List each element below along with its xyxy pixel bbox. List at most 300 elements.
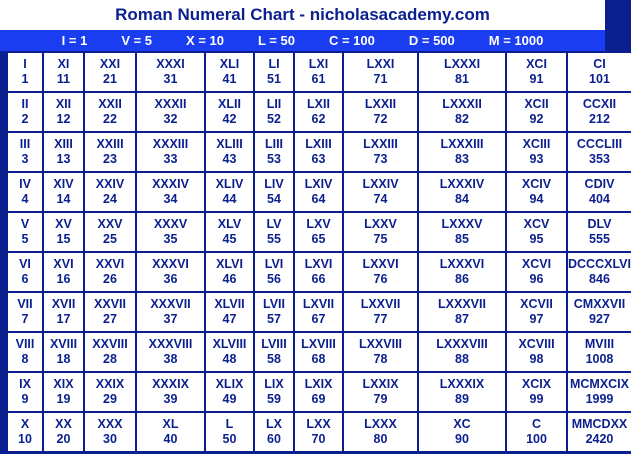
arabic-number: 90 xyxy=(455,432,469,446)
arabic-number: 22 xyxy=(103,112,117,126)
numeral-cell xyxy=(507,133,566,171)
roman-numeral: LXXXVII xyxy=(438,297,486,311)
numeral-cell xyxy=(295,213,342,251)
arabic-number: 51 xyxy=(267,72,281,86)
roman-numeral: XLV xyxy=(217,217,242,231)
roman-numeral: LXXVI xyxy=(362,257,399,271)
roman-numeral: XCV xyxy=(523,217,550,231)
numeral-cell xyxy=(8,333,42,371)
numeral-cell xyxy=(295,93,342,131)
arabic-number: 86 xyxy=(455,272,469,286)
roman-numeral: XV xyxy=(55,217,72,231)
numeral-cell xyxy=(344,253,417,291)
roman-numeral: LIII xyxy=(264,137,284,151)
numeral-cell xyxy=(44,333,83,371)
numeral-cell xyxy=(344,93,417,131)
numeral-cell xyxy=(206,413,253,451)
roman-numeral: LX xyxy=(266,417,282,431)
arabic-number: 19 xyxy=(56,392,71,406)
roman-numeral: XXXII xyxy=(154,97,187,111)
arabic-number: 66 xyxy=(311,272,326,286)
arabic-number: 92 xyxy=(529,112,544,126)
arabic-number: 49 xyxy=(222,392,237,406)
arabic-number: 89 xyxy=(455,392,469,406)
roman-numeral: XLVI xyxy=(216,257,243,271)
key-item: C = 100 xyxy=(328,33,375,48)
roman-numeral: XCVIII xyxy=(518,337,555,351)
arabic-number: 27 xyxy=(103,312,117,326)
arabic-number: 69 xyxy=(311,392,326,406)
arabic-number: 41 xyxy=(222,72,237,86)
numeral-cell xyxy=(8,93,42,131)
numeral-cell xyxy=(419,213,505,251)
numeral-cell xyxy=(206,173,253,211)
roman-numeral: LXXI xyxy=(366,57,395,71)
roman-numeral: LVIII xyxy=(261,337,287,351)
arabic-number: 555 xyxy=(589,232,610,246)
roman-numeral: XC xyxy=(453,417,471,431)
numeral-cell xyxy=(419,53,505,91)
roman-numeral: MCMXCIX xyxy=(569,377,629,391)
numeral-cell xyxy=(8,413,42,451)
numeral-cell xyxy=(8,173,42,211)
numeral-cell xyxy=(255,373,293,411)
arabic-number: 50 xyxy=(222,432,237,446)
roman-numeral: XIV xyxy=(53,177,74,191)
roman-numeral: LXVI xyxy=(304,257,333,271)
roman-numeral: XCI xyxy=(526,57,547,71)
arabic-number: 30 xyxy=(103,432,117,446)
numeral-cell xyxy=(507,413,566,451)
numeral-cell xyxy=(44,133,83,171)
roman-numeral: LXX xyxy=(306,417,331,431)
arabic-number: 74 xyxy=(373,192,388,206)
arabic-number: 72 xyxy=(373,112,388,126)
numeral-cell xyxy=(44,93,83,131)
arabic-number: 846 xyxy=(589,272,610,286)
roman-numeral: XL xyxy=(162,417,179,431)
numeral-cell xyxy=(344,53,417,91)
arabic-number: 98 xyxy=(529,352,544,366)
key-item: D = 500 xyxy=(408,33,455,48)
numeral-cell xyxy=(137,333,204,371)
roman-numeral: IX xyxy=(19,377,31,391)
arabic-number: 12 xyxy=(56,112,71,126)
roman-numeral: LXV xyxy=(306,217,331,231)
roman-numeral: LII xyxy=(266,97,282,111)
arabic-number: 26 xyxy=(103,272,117,286)
arabic-number: 76 xyxy=(373,272,388,286)
numeral-cell xyxy=(44,253,83,291)
arabic-number: 2 xyxy=(21,112,29,126)
arabic-number: 13 xyxy=(56,152,71,166)
arabic-number: 21 xyxy=(103,72,117,86)
roman-numeral: L xyxy=(225,417,234,431)
numeral-cell xyxy=(85,173,135,211)
roman-numeral: C xyxy=(531,417,542,431)
key-item: M = 1000 xyxy=(488,33,544,48)
key-item: V = 5 xyxy=(121,33,153,48)
roman-numeral: DLV xyxy=(587,217,612,231)
arabic-number: 404 xyxy=(589,192,610,206)
roman-numeral: XCIII xyxy=(522,137,551,151)
roman-numeral: XLI xyxy=(219,57,240,71)
numeral-cell xyxy=(8,253,42,291)
numeral-cell xyxy=(8,213,42,251)
numeral-key xyxy=(0,30,605,51)
numeral-cell xyxy=(344,213,417,251)
roman-numeral: XCVI xyxy=(521,257,552,271)
roman-numeral: LIX xyxy=(264,377,284,391)
numeral-cell xyxy=(206,333,253,371)
roman-numeral: XXXIX xyxy=(152,377,189,391)
numeral-cell xyxy=(295,53,342,91)
roman-numeral: LXXXIII xyxy=(440,137,484,151)
numeral-cell xyxy=(419,373,505,411)
roman-numeral: XIX xyxy=(53,377,74,391)
numeral-cell xyxy=(568,413,631,451)
numeral-cell xyxy=(85,213,135,251)
numeral-cell xyxy=(568,333,631,371)
numeral-cell xyxy=(507,93,566,131)
key-item: L = 50 xyxy=(257,33,295,48)
arabic-number: 38 xyxy=(163,352,178,366)
arabic-number: 36 xyxy=(163,272,178,286)
numeral-cell xyxy=(206,253,253,291)
numeral-cell xyxy=(507,333,566,371)
roman-numeral: XXXV xyxy=(153,217,188,231)
roman-numeral: XVIII xyxy=(49,337,78,351)
roman-numeral: LXVIII xyxy=(301,337,336,351)
numeral-cell xyxy=(85,133,135,171)
roman-numeral: LXXIV xyxy=(362,177,399,191)
arabic-number: 100 xyxy=(526,432,547,446)
numeral-cell xyxy=(568,293,631,331)
roman-numeral: LXXXI xyxy=(443,57,481,71)
arabic-number: 11 xyxy=(56,72,71,86)
roman-numeral: XLIV xyxy=(215,177,244,191)
arabic-number: 20 xyxy=(56,432,71,446)
arabic-number: 55 xyxy=(267,232,281,246)
numeral-cell xyxy=(295,253,342,291)
numeral-cell xyxy=(137,253,204,291)
numeral-cell xyxy=(137,133,204,171)
roman-numeral: III xyxy=(19,137,31,151)
roman-numeral: I xyxy=(23,57,27,71)
numeral-cell xyxy=(568,53,631,91)
roman-numeral: XXIV xyxy=(95,177,125,191)
arabic-number: 68 xyxy=(311,352,326,366)
numeral-cell xyxy=(568,213,631,251)
numeral-cell xyxy=(255,133,293,171)
numeral-cell xyxy=(206,133,253,171)
numeral-grid xyxy=(8,53,631,451)
roman-numeral: CDIV xyxy=(584,177,615,191)
numeral-cell xyxy=(206,373,253,411)
roman-numeral: XXVII xyxy=(94,297,126,311)
roman-numeral: LVII xyxy=(263,297,285,311)
arabic-number: 93 xyxy=(529,152,544,166)
numeral-cell xyxy=(419,293,505,331)
arabic-number: 71 xyxy=(373,72,388,86)
numeral-cell xyxy=(344,413,417,451)
roman-numeral: XCIX xyxy=(521,377,552,391)
numeral-cell xyxy=(419,173,505,211)
arabic-number: 61 xyxy=(311,72,326,86)
roman-numeral: LXXVIII xyxy=(358,337,403,351)
roman-numeral: MMCDXX xyxy=(571,417,628,431)
arabic-number: 80 xyxy=(373,432,388,446)
roman-numeral: LXIII xyxy=(305,137,332,151)
numeral-cell xyxy=(295,173,342,211)
arabic-number: 32 xyxy=(163,112,178,126)
roman-numeral: XCII xyxy=(524,97,549,111)
numeral-cell xyxy=(8,293,42,331)
roman-numeral: LXXV xyxy=(364,217,397,231)
numeral-cell xyxy=(44,173,83,211)
arabic-number: 37 xyxy=(163,312,178,326)
numeral-cell xyxy=(419,413,505,451)
arabic-number: 48 xyxy=(222,352,237,366)
roman-numeral: XX xyxy=(55,417,72,431)
numeral-cell xyxy=(419,93,505,131)
numeral-cell xyxy=(419,133,505,171)
numeral-cell xyxy=(255,213,293,251)
arabic-number: 78 xyxy=(373,352,388,366)
roman-numeral: XXXI xyxy=(156,57,185,71)
arabic-number: 84 xyxy=(455,192,469,206)
arabic-number: 57 xyxy=(267,312,281,326)
arabic-number: 43 xyxy=(222,152,237,166)
roman-numeral: LXXX xyxy=(364,417,397,431)
numeral-cell xyxy=(85,373,135,411)
roman-numeral: LXXXIX xyxy=(439,377,485,391)
arabic-number: 81 xyxy=(455,72,469,86)
roman-numeral: LXII xyxy=(307,97,330,111)
numeral-cell xyxy=(507,173,566,211)
roman-numeral: LXIX xyxy=(304,377,333,391)
arabic-number: 24 xyxy=(103,192,117,206)
arabic-number: 58 xyxy=(267,352,281,366)
numeral-cell xyxy=(44,413,83,451)
roman-numeral: VI xyxy=(19,257,31,271)
numeral-cell xyxy=(507,293,566,331)
arabic-number: 46 xyxy=(222,272,237,286)
roman-numeral: XLVII xyxy=(214,297,245,311)
numeral-cell xyxy=(255,53,293,91)
numeral-cell xyxy=(419,333,505,371)
numeral-cell xyxy=(255,333,293,371)
roman-numeral: LXXXII xyxy=(442,97,482,111)
roman-numeral: XLVIII xyxy=(212,337,247,351)
numeral-cell xyxy=(507,53,566,91)
numeral-cell xyxy=(419,253,505,291)
arabic-number: 97 xyxy=(529,312,544,326)
numeral-cell xyxy=(255,173,293,211)
roman-numeral: XXXIII xyxy=(152,137,189,151)
arabic-number: 53 xyxy=(267,152,281,166)
roman-numeral: XLII xyxy=(218,97,241,111)
roman-numeral: XXIII xyxy=(96,137,124,151)
arabic-number: 73 xyxy=(373,152,388,166)
numeral-cell xyxy=(568,173,631,211)
arabic-number: 56 xyxy=(267,272,281,286)
roman-numeral: XI xyxy=(57,57,70,71)
arabic-number: 29 xyxy=(103,392,117,406)
arabic-number: 62 xyxy=(311,112,326,126)
numeral-cell xyxy=(295,413,342,451)
numeral-cell xyxy=(255,413,293,451)
arabic-number: 1008 xyxy=(585,352,614,366)
numeral-cell xyxy=(8,133,42,171)
arabic-number: 63 xyxy=(311,152,326,166)
roman-numeral: LXXIII xyxy=(363,137,398,151)
roman-numeral: LXVII xyxy=(302,297,335,311)
numeral-cell xyxy=(44,213,83,251)
roman-numeral: LXXXVI xyxy=(439,257,485,271)
numeral-cell xyxy=(85,53,135,91)
numeral-cell xyxy=(507,253,566,291)
arabic-number: 1999 xyxy=(585,392,614,406)
arabic-number: 14 xyxy=(56,192,71,206)
arabic-number: 31 xyxy=(163,72,178,86)
key-item: X = 10 xyxy=(186,33,224,48)
numeral-cell xyxy=(137,93,204,131)
numeral-cell xyxy=(85,93,135,131)
roman-numeral: X xyxy=(20,417,30,431)
numeral-cell xyxy=(137,373,204,411)
roman-numeral: II xyxy=(21,97,29,111)
roman-numeral: LXIV xyxy=(304,177,333,191)
arabic-number: 91 xyxy=(529,72,544,86)
arabic-number: 33 xyxy=(163,152,178,166)
arabic-number: 212 xyxy=(589,112,610,126)
numeral-cell xyxy=(137,53,204,91)
numeral-cell xyxy=(344,133,417,171)
arabic-number: 101 xyxy=(589,72,610,86)
roman-numeral: VIII xyxy=(15,337,35,351)
roman-numeral: XLIX xyxy=(215,377,244,391)
arabic-number: 9 xyxy=(21,392,29,406)
roman-numeral: XII xyxy=(55,97,72,111)
roman-numeral: LXI xyxy=(308,57,329,71)
arabic-number: 88 xyxy=(455,352,469,366)
roman-numeral: XXVIII xyxy=(92,337,128,351)
numeral-cell xyxy=(568,373,631,411)
arabic-number: 59 xyxy=(267,392,281,406)
arabic-number: 25 xyxy=(103,232,117,246)
arabic-number: 39 xyxy=(163,392,178,406)
numeral-cell xyxy=(255,93,293,131)
numeral-cell xyxy=(85,293,135,331)
arabic-number: 96 xyxy=(529,272,544,286)
roman-numeral: XXXVIII xyxy=(148,337,193,351)
numeral-cell xyxy=(44,53,83,91)
numeral-cell xyxy=(137,173,204,211)
numeral-cell xyxy=(137,293,204,331)
arabic-number: 17 xyxy=(56,312,71,326)
roman-numeral: LV xyxy=(266,217,282,231)
roman-numeral: XCVII xyxy=(520,297,553,311)
arabic-number: 16 xyxy=(56,272,71,286)
arabic-number: 35 xyxy=(163,232,178,246)
arabic-number: 82 xyxy=(455,112,469,126)
roman-numeral: DCCCXLVI xyxy=(568,257,631,271)
numeral-cell xyxy=(507,373,566,411)
key-item: I = 1 xyxy=(61,33,88,48)
arabic-number: 87 xyxy=(455,312,469,326)
roman-numeral: LVI xyxy=(264,257,284,271)
roman-numeral: CCCLIII xyxy=(576,137,623,151)
page-title: Roman Numeral Chart - nicholasacademy.com xyxy=(0,0,605,30)
roman-numeral: LI xyxy=(268,57,280,71)
arabic-number: 52 xyxy=(267,112,281,126)
numeral-cell xyxy=(568,253,631,291)
roman-numeral: XLIII xyxy=(216,137,243,151)
numeral-cell xyxy=(8,53,42,91)
roman-numeral: VII xyxy=(17,297,33,311)
arabic-number: 67 xyxy=(311,312,326,326)
numeral-cell xyxy=(568,93,631,131)
numeral-cell xyxy=(344,293,417,331)
roman-numeral: LXXII xyxy=(364,97,397,111)
arabic-number: 94 xyxy=(529,192,544,206)
numeral-cell xyxy=(295,333,342,371)
roman-numeral: LXXVII xyxy=(360,297,401,311)
arabic-number: 15 xyxy=(56,232,71,246)
arabic-number: 28 xyxy=(103,352,117,366)
arabic-number: 2420 xyxy=(585,432,614,446)
arabic-number: 23 xyxy=(103,152,117,166)
numeral-cell xyxy=(137,413,204,451)
roman-numeral: XXII xyxy=(98,97,122,111)
roman-numeral: XXIX xyxy=(95,377,125,391)
numeral-cell xyxy=(206,93,253,131)
arabic-number: 75 xyxy=(373,232,388,246)
arabic-number: 7 xyxy=(21,312,29,326)
arabic-number: 54 xyxy=(267,192,281,206)
arabic-number: 3 xyxy=(21,152,29,166)
numeral-cell xyxy=(44,373,83,411)
arabic-number: 5 xyxy=(21,232,29,246)
arabic-number: 353 xyxy=(589,152,610,166)
numeral-cell xyxy=(255,293,293,331)
numeral-cell xyxy=(507,213,566,251)
numeral-cell xyxy=(295,293,342,331)
roman-numeral: V xyxy=(20,217,30,231)
roman-numeral: XXI xyxy=(99,57,121,71)
arabic-number: 60 xyxy=(267,432,281,446)
numeral-cell xyxy=(85,413,135,451)
arabic-number: 4 xyxy=(21,192,29,206)
arabic-number: 77 xyxy=(373,312,388,326)
numeral-cell xyxy=(344,373,417,411)
numeral-cell xyxy=(85,333,135,371)
numeral-cell xyxy=(295,373,342,411)
roman-numeral: CCXII xyxy=(582,97,617,111)
roman-numeral: LIV xyxy=(264,177,284,191)
roman-numeral: LXXXIV xyxy=(439,177,485,191)
numeral-cell xyxy=(206,213,253,251)
roman-numeral: XXV xyxy=(97,217,123,231)
roman-numeral: XXXVI xyxy=(152,257,189,271)
roman-numeral: XXXIV xyxy=(152,177,189,191)
roman-numeral: CMXXVII xyxy=(573,297,626,311)
roman-numeral: XXXVII xyxy=(150,297,191,311)
arabic-number: 45 xyxy=(222,232,237,246)
roman-numeral: XXVI xyxy=(95,257,125,271)
roman-numeral: MVIII xyxy=(584,337,615,351)
